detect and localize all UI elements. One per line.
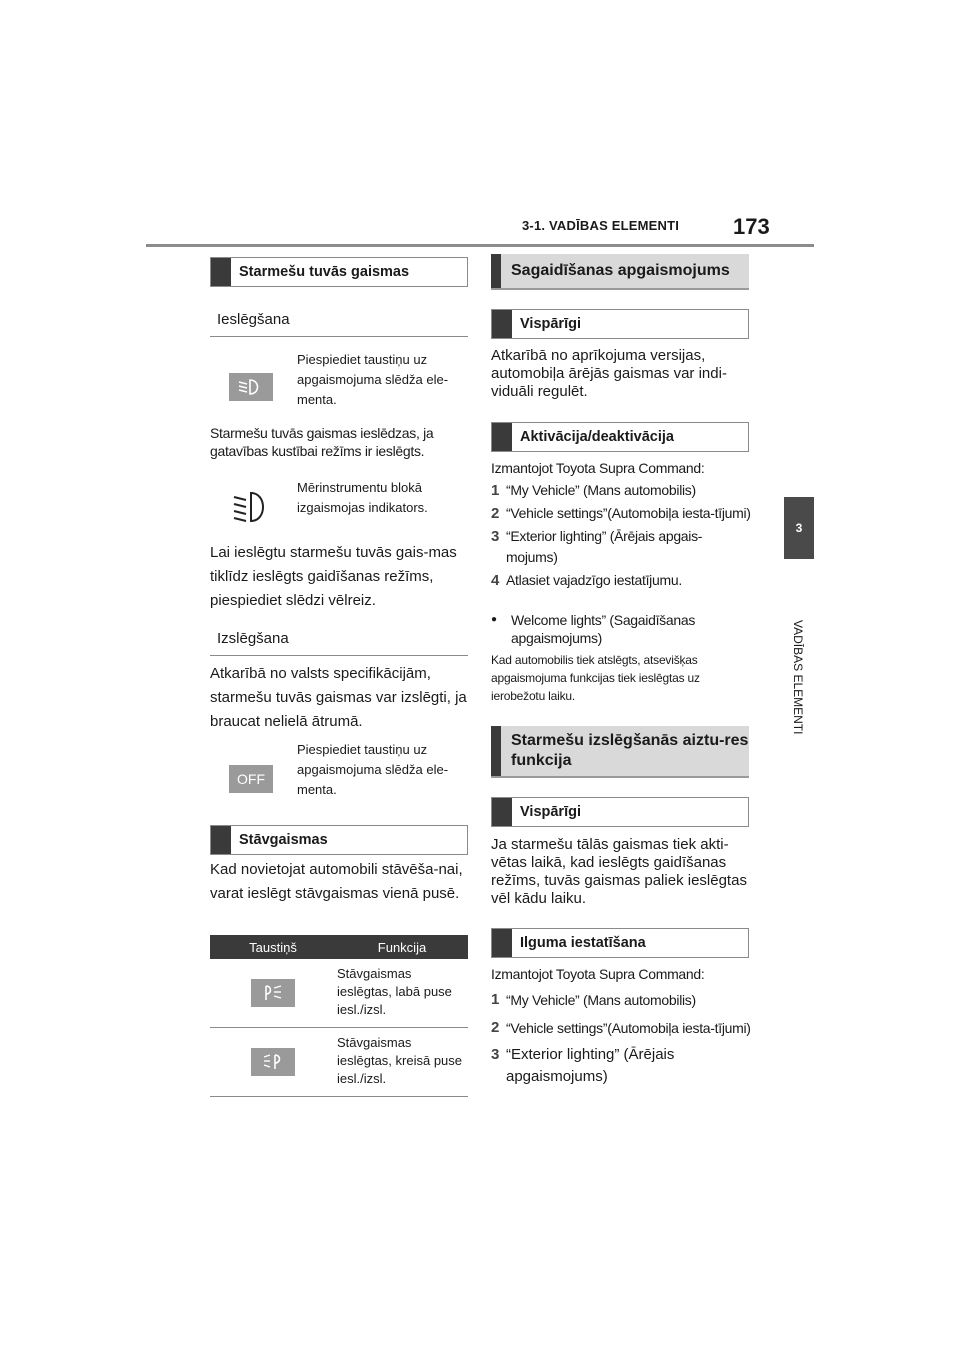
- rule: [210, 336, 468, 337]
- list-item: 1 “My Vehicle” (Mans automobilis): [491, 991, 696, 1008]
- bullet-icon: ●: [491, 614, 497, 625]
- heading-follow-me-home: Starmešu izslēgšanās aiztu-res funkcija: [491, 726, 749, 778]
- heading-bar: [492, 929, 512, 957]
- heading-low-beam: Starmešu tuvās gaismas: [210, 257, 468, 287]
- heading-welcome-lights: Sagaidīšanas apgaismojums: [491, 254, 749, 290]
- chapter-side-label: VADĪBAS ELEMENTI: [791, 620, 805, 735]
- drl-note: Starmešu tuvās gaismas ieslēdzas, ja gatavības kustībai režīms ir ieslēgts.: [210, 425, 434, 459]
- heading-bar: [492, 798, 512, 826]
- parking-lights-table: [210, 935, 468, 1097]
- heading-parking-lights: Stāvgaismas: [210, 825, 468, 855]
- heading-activation: Aktivācija/deaktivācija: [491, 422, 749, 452]
- page-number: 173: [733, 214, 770, 239]
- press-instruction: Piespiediet taustiņu uz apgaismojuma slēdža ele-menta.: [297, 742, 449, 797]
- table-row: Stāvgaismas ieslēgtas, labā puse iesl./izsl.: [210, 959, 468, 1028]
- heading-bar: [211, 826, 231, 854]
- list-item: 2 “Vehicle settings”(Automobiļa iesta-tījumi): [491, 505, 751, 522]
- heading-bar: [492, 310, 512, 338]
- subheading-switch-on: Ieslēgšana: [217, 311, 290, 328]
- intro-text: Izmantojot Toyota Supra Command:: [491, 460, 705, 476]
- paragraph-switch-off: Atkarībā no valsts specifikācijām, starmešu tuvās gaismas var izslēgti, ja braucat nelielā ātrumā.: [210, 665, 467, 730]
- subheading-switch-off: Izslēgšana: [217, 630, 289, 647]
- list-item: 3 “Exterior lighting” (Ārējais apgais-mojums): [491, 528, 703, 565]
- heading-bar: [492, 423, 512, 451]
- heading-general: Vispārīgi: [491, 797, 749, 827]
- heading-duration: Ilguma iestatīšana: [491, 928, 749, 958]
- table-header-function: Funkcija: [336, 935, 468, 959]
- list-item: 4 Atlasiet vajadzīgo iestatījumu.: [491, 572, 682, 589]
- paragraph-parking: Kad novietojat automobili stāvēša-nai, varat ieslēgt stāvgaismas vienā pusē.: [210, 861, 463, 902]
- bullet-welcome-lights: ● Welcome lights” (Sagaidīšanas apgaismojums): [491, 612, 696, 646]
- off-button-icon: OFF: [229, 765, 273, 793]
- intro-text: Izmantojot Toyota Supra Command:: [491, 966, 705, 982]
- rule: [210, 655, 468, 656]
- section-title: 3-1. VADĪBAS ELEMENTI: [522, 218, 680, 233]
- press-instruction: Piespiediet taustiņu uz apgaismojuma slēdža ele-menta.: [297, 352, 449, 407]
- table-row: Stāvgaismas ieslēgtas, kreisā puse iesl./izsl.: [210, 1028, 468, 1097]
- steps-list: [491, 988, 753, 1088]
- paragraph-switch-on: Lai ieslēgtu starmešu tuvās gais-mas tiklīdz ieslēgts gaidīšanas režīms, piespiediet slēdzi vēlreiz.: [210, 544, 457, 609]
- list-item: 1 “My Vehicle” (Mans automobilis): [491, 482, 696, 499]
- list-item: 3 “Exterior lighting” (Ārējais apgaismojums): [491, 1046, 675, 1085]
- list-item: 2 “Vehicle settings”(Automobiļa iesta-tījumi): [491, 1019, 751, 1036]
- paragraph-follow-me-home: Ja starmešu tālās gaismas tiek akti-vētas laikā, kad ieslēgts gaidīšanas režīms, tuvās gaismas paliek ieslēgtas vēl kādu laiku.: [491, 836, 747, 907]
- bullet-note: Kad automobilis tiek atslēgts, atsevišķas apgaismojuma funkcijas tiek ieslēgtas uz ierobežotu laiku.: [491, 653, 700, 703]
- header-rule: [146, 244, 814, 247]
- indicator-text: Mērinstrumentu blokā izgaismojas indikators.: [297, 480, 428, 515]
- heading-bar: [491, 254, 501, 288]
- heading-bar: [211, 258, 231, 286]
- table-header-button: Taustiņš: [210, 935, 336, 959]
- low-beam-indicator-icon: [229, 487, 273, 527]
- steps-list: [491, 480, 753, 591]
- parking-right-icon: [251, 979, 295, 1007]
- parking-left-icon: [251, 1048, 295, 1076]
- paragraph-general: Atkarībā no aprīkojuma versijas, automobiļa ārējās gaismas var indi-viduāli regulēt.: [491, 347, 727, 400]
- heading-general: Vispārīgi: [491, 309, 749, 339]
- low-beam-button-icon: [229, 373, 273, 401]
- chapter-tab: 3: [784, 497, 814, 559]
- heading-bar: [491, 726, 501, 776]
